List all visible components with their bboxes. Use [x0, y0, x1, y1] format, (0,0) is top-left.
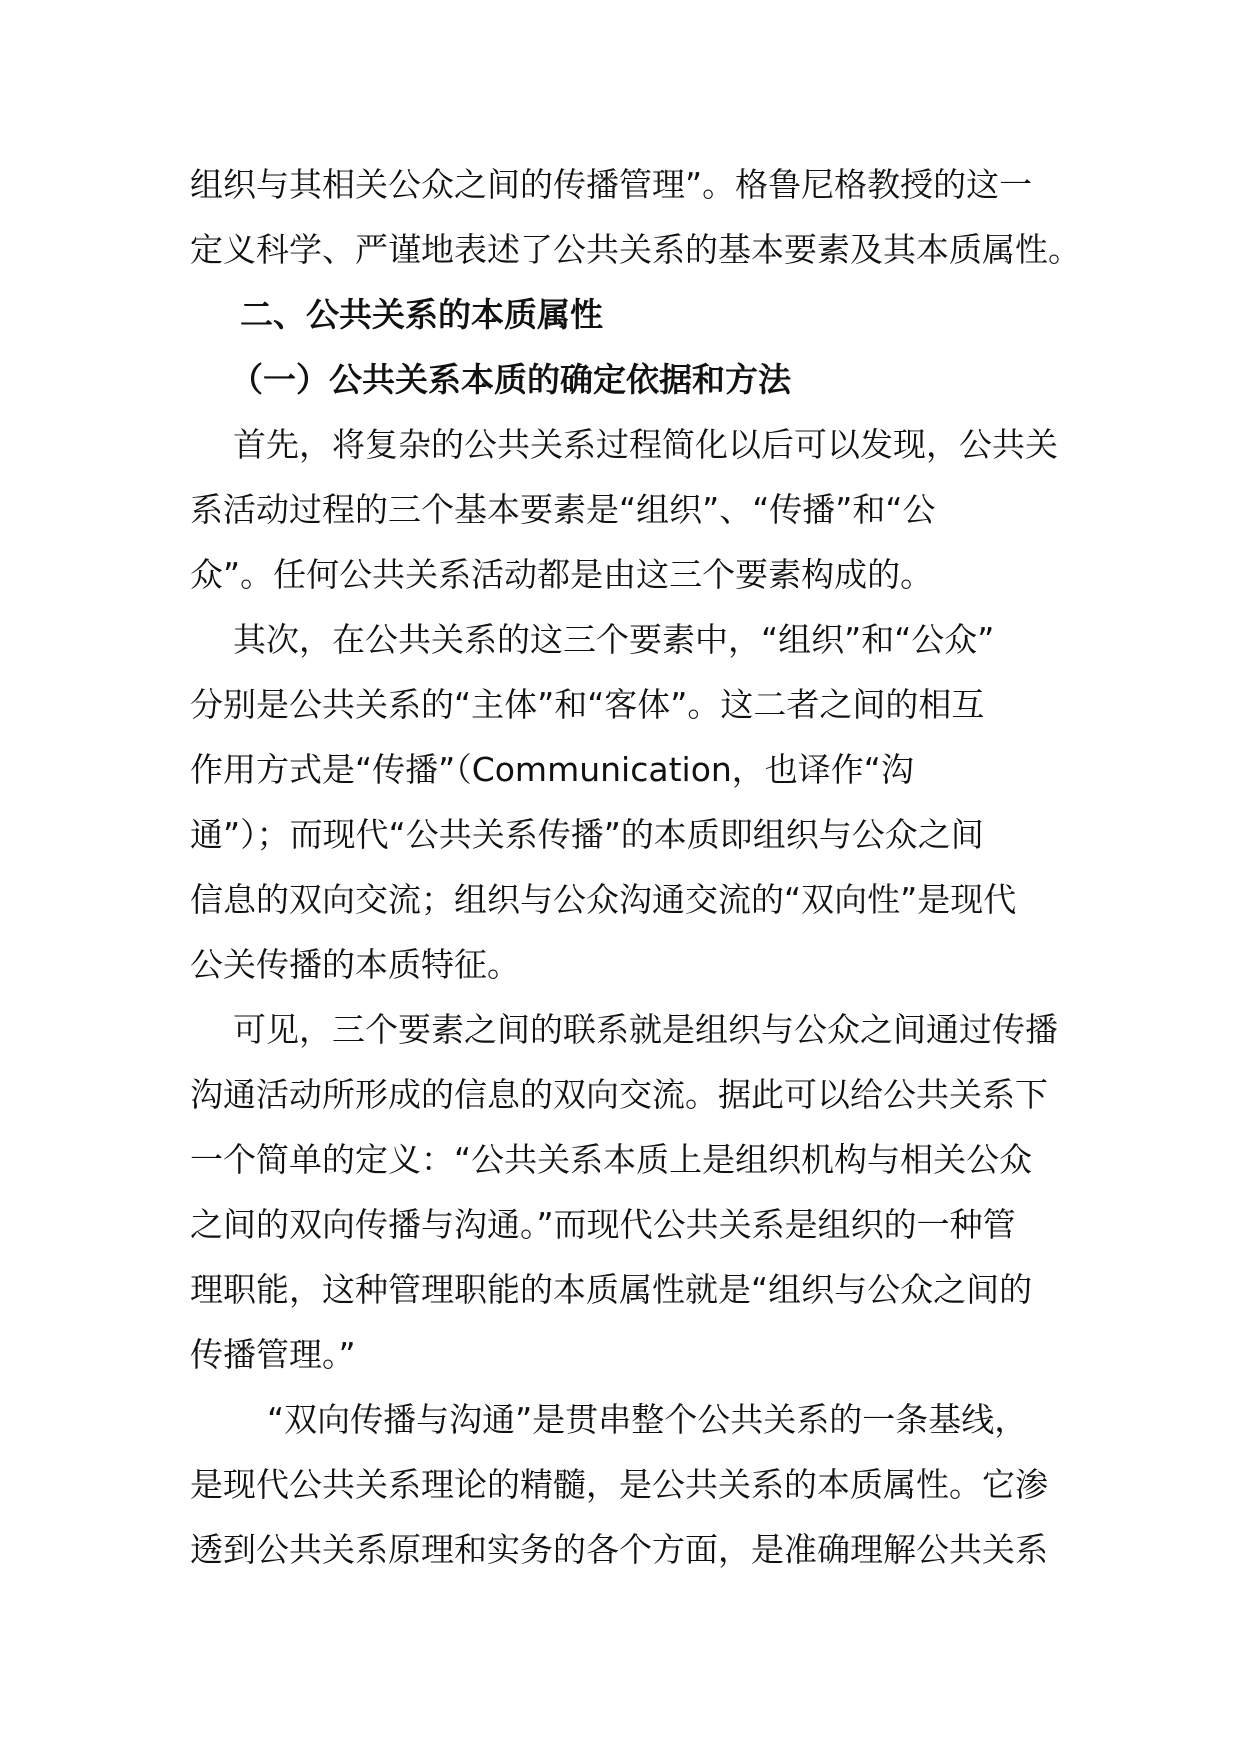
- text-line: 一个简单的定义：“公共关系本质上是组织机构与相关公众: [190, 1140, 1033, 1179]
- text-line: 通”）；而现代“公共关系传播”的本质即组织与公众之间: [190, 815, 984, 854]
- text-line: 是现代公共关系理论的精髓，是公共关系的本质属性。它渗: [190, 1465, 1048, 1504]
- text-line: 沟通活动所形成的信息的双向交流。据此可以给公共关系下: [190, 1075, 1048, 1114]
- text-line: 信息的双向交流；组织与公众沟通交流的“双向性”是现代: [190, 880, 1017, 919]
- text-line: 公关传播的本质特征。: [190, 945, 520, 984]
- text-line: 系活动过程的三个基本要素是“组织”、“传播”和“公: [190, 490, 936, 529]
- text-line: “双向传播与沟通”是贯串整个公共关系的一条基线，: [267, 1400, 1028, 1439]
- text-line: 分别是公共关系的“主体”和“客体”。这二者之间的相互: [190, 685, 985, 724]
- text-line: 首先，将复杂的公共关系过程简化以后可以发现，公共关: [233, 425, 1058, 464]
- text-line: 传播管理。”: [190, 1335, 356, 1374]
- text-line: 作用方式是“传播”（Communication，也译作“沟: [190, 750, 914, 789]
- text-line: 之间的双向传播与沟通。”而现代公共关系是组织的一种管: [190, 1205, 1016, 1244]
- text-line: 组织与其相关公众之间的传播管理”。格鲁尼格教授的这一: [190, 165, 1033, 204]
- text-line: 理职能，这种管理职能的本质属性就是“组织与公众之间的: [190, 1270, 1033, 1309]
- text-line: 众”。任何公共关系活动都是由这三个要素构成的。: [190, 555, 934, 594]
- text-line: 透到公共关系原理和实务的各个方面，是准确理解公共关系: [190, 1530, 1048, 1569]
- subsection-heading: （一）公共关系本质的确定依据和方法: [230, 360, 791, 399]
- text-line: 定义科学、严谨地表述了公共关系的基本要素及其本质属性。: [190, 230, 1081, 269]
- text-line: 其次，在公共关系的这三个要素中，“组织”和“公众”: [233, 620, 995, 659]
- section-heading: 二、公共关系的本质属性: [240, 295, 603, 334]
- text-line: 可见，三个要素之间的联系就是组织与公众之间通过传播: [233, 1010, 1058, 1049]
